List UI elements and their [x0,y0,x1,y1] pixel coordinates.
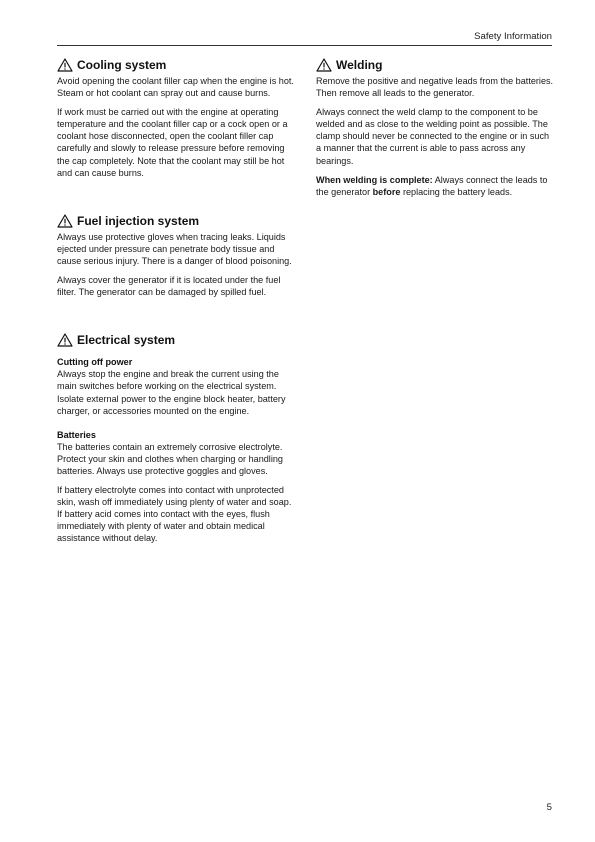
running-header: Safety Information [474,31,552,42]
paragraph: If work must be carried out with the engine at operating temperature and the coolant filler cap or a cock open or a coolant hose disconnected, open the coolant filler cap carefully and slowly to release pressure before removing the cap completely. Note that the coolant may still be hot and can cause burns. [57,107,288,178]
subheading-cutting-off-power: Cutting off power [57,357,133,368]
section-heading [316,55,554,75]
paragraph: Always connect the weld clamp to the component to be welded and as close to the welding point as possible. The clamp should never be connected to the engine or in such a manner that the current is able to pass across any bearings. [316,107,550,166]
paragraph: If battery electrolyte comes into contact with unprotected skin, wash off immediately using plenty of water and soap. If battery acid comes into contact with the eyes, flush immediately with plenty of water and obtain medical assistance without delay. [57,485,292,544]
subheading-batteries: Batteries [57,429,96,440]
section-fuel-injection-system [57,211,295,298]
bold-word: before [372,186,401,197]
right-column [316,55,554,205]
paragraph: Always stop the engine and break the current using the main switches before working on the electrical system. Isolate external power to the engine block heater, battery charger, or accessories mounted on the engine. [57,369,286,416]
text-run: Always connect the leads to the generator [316,174,548,197]
warning-triangle-icon [57,333,73,347]
header-rule [57,45,552,46]
paragraph: Avoid opening the coolant filler cap when the engine is hot. Steam or hot coolant can spray out and cause burns. [57,76,294,99]
paragraph: Always cover the generator if it is located under the fuel filter. The generator can be damaged by spilled fuel. [57,275,281,298]
page-number: 5 [546,802,552,813]
section-cooling-system [57,55,295,179]
left-column [57,55,295,552]
paragraph: Remove the positive and negative leads from the batteries. Then remove all leads to the generator. [316,76,554,99]
section-title: Fuel injection system [77,213,200,228]
section-title: Cooling system [77,58,167,72]
warning-triangle-icon [57,58,73,72]
section-heading [57,211,295,231]
section-heading [57,55,295,75]
paragraph: The batteries contain an extremely corrosive electrolyte. Protect your skin and clothes when charging or handling batteries. Always use protective goggles and gloves. [57,441,283,476]
warning-triangle-icon [57,214,73,228]
warning-triangle-icon [316,58,332,72]
paragraph: Always use protective gloves when tracing leaks. Liquids ejected under pressure can penetrate body tissue and cause serious injury. There is a danger of blood poisoning. [57,231,292,266]
section-electrical-system [57,330,295,544]
section-title: Welding [336,58,383,72]
section-welding [316,55,554,198]
bold-lead: When welding is complete: [316,174,433,185]
text-run: replacing the battery leads. [400,186,513,197]
paragraph-welding-complete [316,174,554,198]
section-title: Electrical system [77,333,176,348]
section-heading [57,330,295,350]
